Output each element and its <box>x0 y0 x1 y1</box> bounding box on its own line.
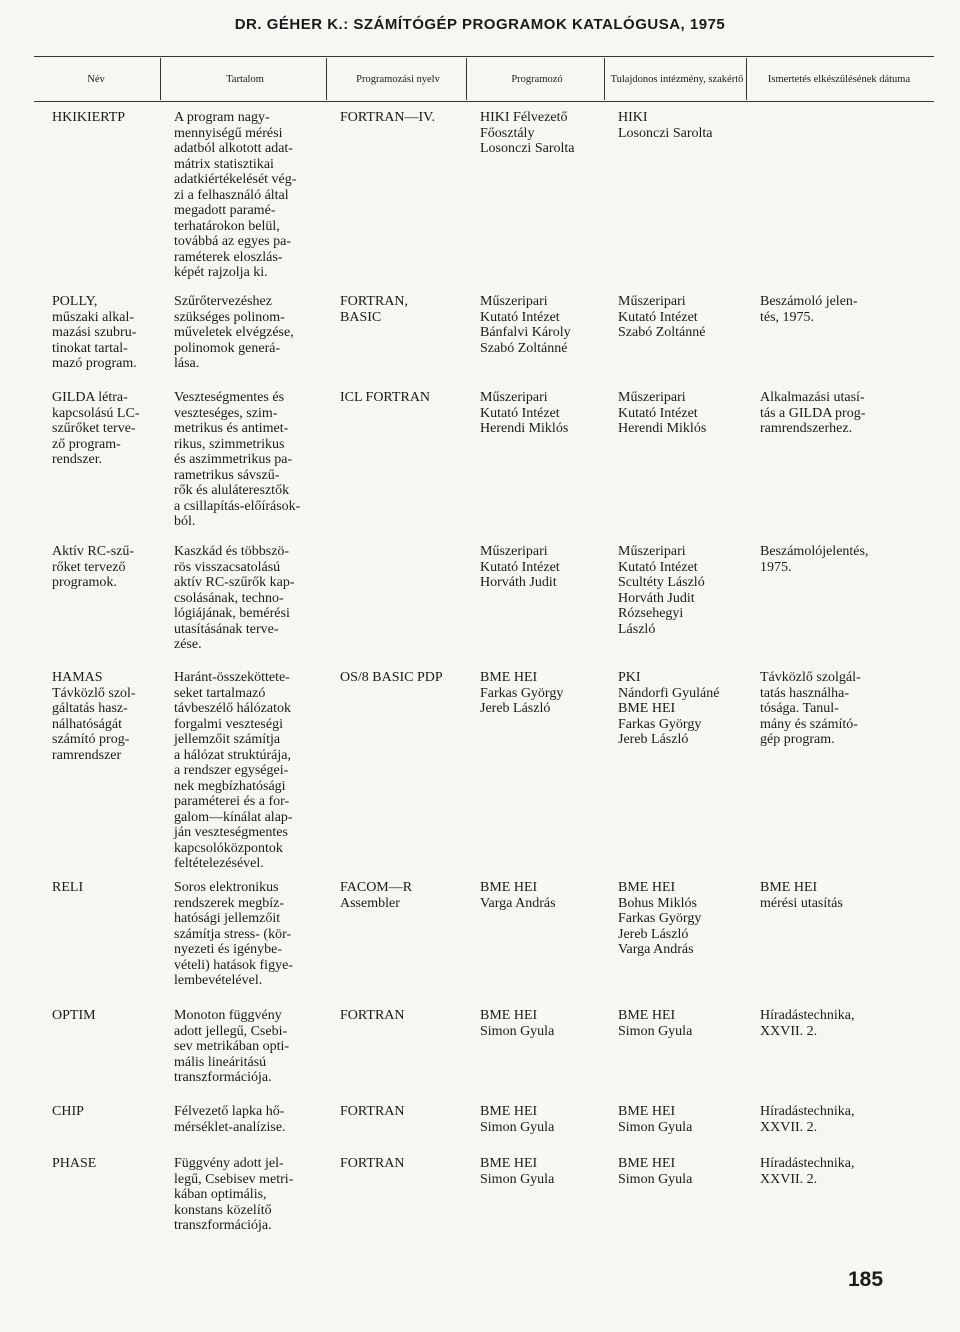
language-cell: FORTRAN—IV. <box>340 110 435 125</box>
language-cell: ICL FORTRAN <box>340 390 431 405</box>
running-head: DR. GÉHER K.: SZÁMÍTÓGÉP PROGRAMOK KATALÓGUSA, 1975 <box>234 16 726 33</box>
content-cell: Kaszkád és többszö- rös visszacsatolású aktív RC-szűrők kap- csolásának, techno- lógiájának, bemérési utasításának terve- zése. <box>174 544 295 652</box>
owner-cell: BME HEI Simon Gyula <box>618 1008 693 1039</box>
programmer-cell: BME HEI Farkas György Jereb László <box>480 670 564 716</box>
name-cell: HAMAS Távközlő szol- gáltatás hasz- nálhatóságát számító prog- ramrendszer <box>52 670 136 763</box>
owner-cell: Műszeripari Kutató Intézet Herendi Miklós <box>618 390 707 436</box>
date-cell: Beszámolójelentés, 1975. <box>760 544 869 575</box>
programmer-cell: BME HEI Simon Gyula <box>480 1008 555 1039</box>
col-header-programmer: Programozó <box>511 74 563 85</box>
programmer-cell: BME HEI Simon Gyula <box>480 1156 555 1187</box>
name-cell: HKIKIERTP <box>52 110 126 125</box>
col-header-date: Ismertetés elkészülésének dátuma <box>767 74 911 85</box>
name-cell: OPTIM <box>52 1008 96 1023</box>
content-cell: Soros elektronikus rendszerek megbíz- hatósági jellemzőit számítja stress- (kör- nyezeti és igénybe- vételi) hatások figye- lembevételével. <box>174 880 293 988</box>
owner-cell: Műszeripari Kutató Intézet Scultéty László Horváth Judit Rózsehegyi László <box>618 544 705 637</box>
col-header-content: Tartalom <box>226 74 264 85</box>
date-cell: Beszámoló jelen- tés, 1975. <box>760 294 858 325</box>
name-cell: GILDA létra- kapcsolású LC- szűrőket terve- ző program- rendszer. <box>52 390 140 467</box>
language-cell: OS/8 BASIC PDP <box>340 670 443 685</box>
language-cell: FACOM—R Assembler <box>340 880 413 911</box>
col-header-owner: Tulajdonos intézmény, szakértő <box>610 74 744 85</box>
col-header-name: Név <box>87 74 105 85</box>
owner-cell: Műszeripari Kutató Intézet Szabó Zoltánné <box>618 294 706 340</box>
header-top-rule <box>34 56 934 57</box>
header-column-divider <box>160 58 161 100</box>
date-cell: Híradástechnika, XXVII. 2. <box>760 1156 855 1187</box>
programmer-cell: Műszeripari Kutató Intézet Bánfalvi Károly Szabó Zoltánné <box>480 294 571 356</box>
header-column-divider <box>466 58 467 100</box>
programmer-cell: HIKI Félvezető Főosztály Losonczi Sarolta <box>480 110 575 156</box>
name-cell: CHIP <box>52 1104 84 1119</box>
content-cell: Haránt-összeköttete- seket tartalmazó távbeszélő hálózatok forgalmi veszteségi jellemzőit számítja a hálózat struktúrája, a rendszer egységei- nek megbízhatósági paraméterei és a for- galom—kínálat alap- ján veszteségmentes kapcsolóközpontok feltételezésével. <box>174 670 293 871</box>
content-cell: Szűrőtervezéshez szükséges polinom- műveletek elvégzése, polinomok generá- lása. <box>174 294 294 371</box>
content-cell: A program nagy- mennyiségű mérési adatból alkotott adat- mátrix statisztikai adatkiértékelését vég- zi a felhasználó által megadott paramé- terhatárokon belül, továbbá az egyes pa- raméterek eloszlás- képét rajzolja ki. <box>174 110 297 280</box>
content-cell: Félvezető lapka hő- mérséklet-analízise. <box>174 1104 286 1135</box>
programmer-cell: BME HEI Varga András <box>480 880 556 911</box>
content-cell: Függvény adott jel- legű, Csebisev metri- kában optimális, konstans közelítő transzformációja. <box>174 1156 294 1233</box>
owner-cell: PKI Nándorfi Gyuláné BME HEI Farkas György Jereb László <box>618 670 720 747</box>
programmer-cell: Műszeripari Kutató Intézet Herendi Miklós <box>480 390 569 436</box>
content-cell: Veszteségmentes és veszteséges, szim- metrikus és antimet- rikus, szimmetrikus és aszimmetrikus pa- rametrikus sávszű- rők és aluláteresztők a csillapítás-előírások- ból. <box>174 390 301 529</box>
header-column-divider <box>326 58 327 100</box>
date-cell: Híradástechnika, XXVII. 2. <box>760 1008 855 1039</box>
programmer-cell: Műszeripari Kutató Intézet Horváth Judit <box>480 544 560 590</box>
col-header-language: Programozási nyelv <box>356 74 440 85</box>
header-bottom-rule <box>34 101 934 102</box>
language-cell: FORTRAN, BASIC <box>340 294 409 325</box>
name-cell: PHASE <box>52 1156 97 1171</box>
page-number: 185 <box>848 1268 884 1291</box>
content-cell: Monoton függvény adott jellegű, Csebi- sev metrikában opti- mális lineáritású transzformációja. <box>174 1008 290 1085</box>
date-cell: BME HEI mérési utasítás <box>760 880 843 911</box>
language-cell: FORTRAN <box>340 1156 405 1171</box>
header-column-divider <box>746 58 747 100</box>
owner-cell: HIKI Losonczi Sarolta <box>618 110 713 141</box>
owner-cell: BME HEI Simon Gyula <box>618 1156 693 1187</box>
owner-cell: BME HEI Bohus Miklós Farkas György Jereb László Varga András <box>618 880 702 957</box>
header-column-divider <box>604 58 605 100</box>
language-cell: FORTRAN <box>340 1008 405 1023</box>
date-cell: Alkalmazási utasí- tás a GILDA prog- ramrendszerhez. <box>760 390 866 436</box>
owner-cell: BME HEI Simon Gyula <box>618 1104 693 1135</box>
programmer-cell: BME HEI Simon Gyula <box>480 1104 555 1135</box>
name-cell: Aktív RC-szű- rőket tervező programok. <box>52 544 135 590</box>
language-cell: FORTRAN <box>340 1104 405 1119</box>
name-cell: RELI <box>52 880 84 895</box>
date-cell: Híradástechnika, XXVII. 2. <box>760 1104 855 1135</box>
name-cell: POLLY, műszaki alkal- mazási szubru- tinokat tartal- mazó program. <box>52 294 137 371</box>
date-cell: Távközlő szolgál- tatás használha- tósága. Tanul- mány és számító- gép program. <box>760 670 861 747</box>
